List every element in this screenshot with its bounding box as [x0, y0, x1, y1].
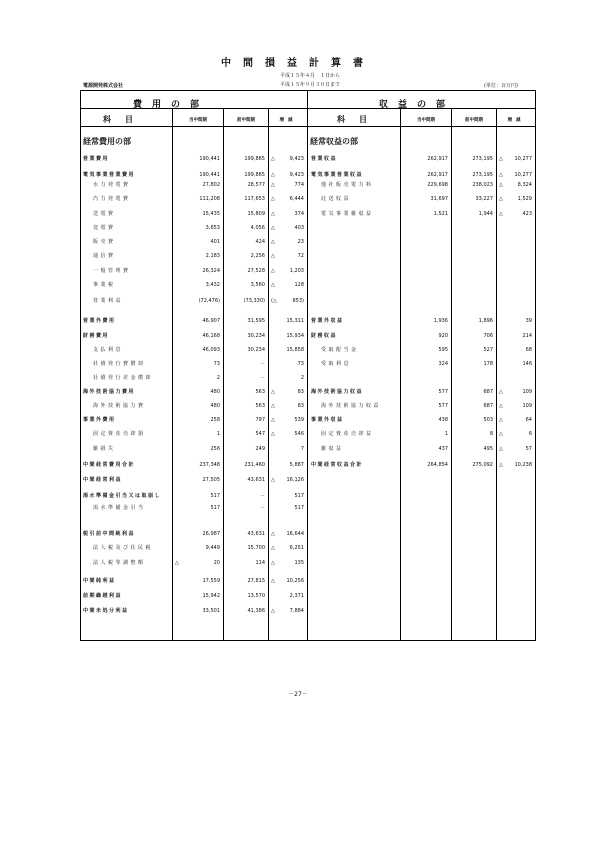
revenue-row-change: 109: [522, 403, 532, 409]
expense-row: [81, 387, 307, 397]
revenue-row: [309, 444, 535, 454]
revenue-row-label: 電気事業営業収益: [311, 172, 364, 178]
expense-row-change: 135: [294, 560, 304, 566]
expense-row-previous: 30,234: [247, 333, 265, 339]
col-previous-expense: 前中間期: [237, 118, 255, 123]
expense-row-label: 財務費用: [83, 333, 110, 339]
expense-row: [81, 251, 307, 261]
expense-row-change: 6,251: [289, 545, 304, 551]
expense-row-previous: 31,595: [247, 318, 265, 324]
expense-row-current: 3,653: [205, 225, 220, 231]
expense-row-change: 2,371: [289, 593, 304, 599]
revenue-row-change: 1,529: [517, 196, 532, 202]
expense-row-previous: 199,865: [244, 156, 265, 162]
revenue-row-change: 10,277: [514, 172, 532, 178]
revenue-row-label: 固定資産売却益: [321, 431, 374, 437]
revenue-row: [309, 194, 535, 204]
expense-row-label: 中間純利益: [83, 578, 116, 584]
revenue-row: [309, 154, 535, 164]
expense-row-current: 27,505: [202, 477, 220, 483]
col-current-expense: 当中間期: [189, 118, 207, 123]
col-current-revenue: 当中間期: [417, 118, 435, 123]
expense-row-change-sign: △: [271, 172, 275, 178]
expense-row-previous: 13,570: [247, 593, 265, 599]
revenue-row-current: 1: [444, 431, 448, 437]
revenue-section-title: 経常収益の部: [310, 137, 358, 146]
expense-row-change: 23: [297, 239, 304, 245]
period-end: 平成１５年９月３０日まで: [280, 82, 341, 88]
expense-row-change: 6,444: [289, 196, 304, 202]
expense-row: [81, 180, 307, 190]
expense-row-label: 営業利益: [93, 298, 124, 304]
revenue-row-change-sign: △: [499, 172, 503, 178]
revenue-row-label: 財務収益: [311, 333, 338, 339]
expense-row-label: 通信費: [93, 253, 116, 259]
expense-row-previous: －: [259, 361, 265, 367]
revenue-row-previous: 495: [483, 446, 493, 452]
revenue-row-change-sign: △: [499, 417, 503, 423]
expense-row-change-sign: △: [271, 389, 275, 395]
revenue-row: [309, 345, 535, 355]
revenue-row-change: 109: [522, 389, 532, 395]
expense-row-label: 電気事業営業費用: [83, 172, 136, 178]
revenue-row-previous: 706: [483, 333, 493, 339]
expense-row-label: 税引前中間純利益: [83, 531, 136, 537]
expense-row-label: 前期繰越利益: [83, 593, 123, 599]
revenue-row-change: 64: [525, 417, 532, 423]
revenue-row-label: 託送収益: [321, 196, 352, 202]
revenue-row-current: 31,697: [430, 196, 448, 202]
expense-row-current: 73: [213, 361, 220, 367]
expense-row-change: 16,126: [286, 477, 304, 483]
expense-row-change-sign: △: [271, 431, 275, 437]
expense-row: [81, 237, 307, 247]
expense-row-label: 中間経常利益: [83, 477, 123, 483]
center-divider: [307, 91, 308, 641]
revenue-row-change-sign: △: [499, 211, 503, 217]
revenue-row-current: 437: [438, 446, 448, 452]
expense-row-previous: 231,460: [244, 462, 265, 468]
expense-row-previous: 199,865: [244, 172, 265, 178]
expense-row: [81, 373, 307, 383]
revenue-row-previous: 275,092: [472, 462, 493, 468]
expense-row-label: 渇水準備金引当: [93, 505, 146, 511]
expense-row-change: 16,644: [286, 531, 304, 537]
revenue-row-current: 577: [438, 389, 448, 395]
expense-row-change: 9,423: [289, 172, 304, 178]
expense-row: [81, 170, 307, 180]
expense-row-change: 403: [294, 225, 304, 231]
revenue-row-label: 営業収益: [311, 156, 338, 162]
expense-row-current-sign: △: [175, 560, 179, 566]
expense-row-previous: 4,056: [250, 225, 265, 231]
revenue-row-previous: 8: [489, 431, 493, 437]
expense-row-change-sign: △: [271, 282, 275, 288]
expense-row-previous: 15,700: [247, 545, 265, 551]
col-change-expense: 増減: [279, 118, 297, 123]
expense-row-previous: (73,330): [243, 298, 265, 304]
expense-row-previous: 27,528: [247, 268, 265, 274]
expense-row-current: 480: [210, 403, 220, 409]
expense-row-change: 10,256: [286, 578, 304, 584]
revenue-row: [309, 401, 535, 411]
expense-row-current: 190,441: [199, 172, 220, 178]
expense-row-previous: 2,256: [250, 253, 265, 259]
expense-row-current: 111,208: [199, 196, 220, 202]
expense-row-label: 販売費: [93, 239, 116, 245]
expense-row-change: 83: [297, 403, 304, 409]
expense-row: [81, 266, 307, 276]
expense-row-change: 374: [294, 211, 304, 217]
expense-row-change-sign: △: [271, 545, 275, 551]
revenue-row: [309, 415, 535, 425]
revenue-row-previous: 503: [483, 417, 493, 423]
expense-row-change: 1,203: [289, 268, 304, 274]
expense-row-current: 15,435: [202, 211, 220, 217]
revenue-row-change-sign: △: [499, 462, 503, 468]
revenue-row-label: 事業外収益: [311, 417, 344, 423]
expense-row-previous: 3,560: [250, 282, 265, 288]
revenue-row-previous: 273,195: [472, 156, 493, 162]
expense-row-previous: 563: [255, 403, 265, 409]
revenue-row-label: 中間経常収益合計: [311, 462, 364, 468]
expense-row-change: 83: [297, 389, 304, 395]
revenue-row-change: 6: [528, 431, 532, 437]
expense-row-label: 変電費: [93, 225, 116, 231]
expense-row-change-sign: △: [271, 196, 275, 202]
revenue-row-label: 受取利息: [321, 361, 352, 367]
expense-row: [81, 529, 307, 539]
expense-row-change: 128: [294, 282, 304, 288]
expense-row-current: 27,802: [202, 182, 220, 188]
expense-row-change: 15,858: [286, 347, 304, 353]
expense-row-current: 2: [216, 375, 220, 381]
expense-row: [81, 415, 307, 425]
revenue-row-label: 雑収益: [321, 446, 344, 452]
expense-row-current: 237,348: [199, 462, 220, 468]
expense-row-change-sign: (△: [271, 298, 277, 304]
expense-row: [81, 359, 307, 369]
revenue-row-current: 262,917: [427, 156, 448, 162]
expense-row-label: 社債発行差金償却: [93, 375, 154, 381]
expense-row-current: 2,183: [205, 253, 220, 259]
expense-row-change: 517: [294, 505, 304, 511]
expense-row-current: 26,324: [202, 268, 220, 274]
expense-row: [81, 591, 307, 601]
expense-row-previous: 30,234: [247, 347, 265, 353]
expense-row-label: 汽力発電費: [93, 196, 131, 202]
expense-row-label: 雑損失: [93, 446, 116, 452]
expense-row-change-sign: △: [271, 531, 275, 537]
expense-row-change: 853): [292, 298, 304, 304]
expense-row-previous: 15,809: [247, 211, 265, 217]
expense-row-label: 事業税: [93, 282, 116, 288]
expense-row-current: 3,432: [205, 282, 220, 288]
revenue-row-change-sign: △: [499, 182, 503, 188]
expense-row-current: 190,441: [199, 156, 220, 162]
period-start: 平成１５年４月 １日から: [280, 73, 341, 79]
revenue-row: [309, 180, 535, 190]
expense-row: [81, 345, 307, 355]
col-change-revenue: 増減: [507, 118, 525, 123]
revenue-row-current: 595: [438, 347, 448, 353]
expense-row-change: 5,887: [289, 462, 304, 468]
revenue-row: [309, 429, 535, 439]
expense-row-previous: 547: [255, 431, 265, 437]
page-number: －27－: [288, 691, 308, 698]
expense-row-label: 事業外費用: [83, 417, 116, 423]
expense-row-label: 法人税及び住民税: [93, 545, 154, 551]
revenue-row-previous: 1,944: [478, 211, 493, 217]
expense-row-change: 73: [297, 361, 304, 367]
revenue-row-previous: 33,227: [475, 196, 493, 202]
expense-row: [81, 576, 307, 586]
expense-row-previous: 249: [255, 446, 265, 452]
expense-row-change-sign: △: [271, 225, 275, 231]
revenue-row-current: 1,521: [433, 211, 448, 217]
expense-row-label: 水力発電費: [93, 182, 131, 188]
revenue-row-previous: 687: [483, 403, 493, 409]
revenue-row-label: 海外技術協力収益: [311, 389, 364, 395]
revenue-row-current: 920: [438, 333, 448, 339]
expense-row: [81, 223, 307, 233]
revenue-row-current: 262,917: [427, 172, 448, 178]
expense-row-current: 17,559: [202, 578, 220, 584]
expense-row-previous: 43,631: [247, 477, 265, 483]
expense-row-previous: 27,815: [247, 578, 265, 584]
revenue-row-change-sign: △: [499, 403, 503, 409]
expense-row-label: 社債発行費償却: [93, 361, 146, 367]
document-title: 中間損益計算書: [221, 58, 375, 69]
expense-row-label: 送電費: [93, 211, 116, 217]
expense-row-previous: －: [259, 493, 265, 499]
expense-row: [81, 296, 307, 306]
expense-row: [81, 444, 307, 454]
expense-row: [81, 194, 307, 204]
expense-row-previous: 563: [255, 389, 265, 395]
revenue-row-label: 他社販売電力料: [321, 182, 374, 188]
revenue-row: [309, 359, 535, 369]
revenue-header: 収益の部: [379, 100, 456, 110]
expense-row: [81, 606, 307, 616]
revenue-row-change: 57: [525, 446, 532, 452]
expense-row-current: 46,907: [202, 318, 220, 324]
expense-row-label: 一般管理費: [93, 268, 131, 274]
expense-row-change-sign: △: [271, 417, 275, 423]
col-item-revenue: 科目: [337, 115, 381, 124]
expense-row-change-sign: △: [271, 156, 275, 162]
expense-row-label: 渇水準備金引当又は取崩し: [83, 493, 162, 499]
income-statement-table: [80, 90, 536, 641]
expense-row-change-sign: △: [271, 578, 275, 584]
col-item-expense: 科目: [103, 115, 147, 124]
revenue-row-label: 電気事業雑収益: [321, 211, 374, 217]
header-divider: [81, 126, 535, 127]
company-name: 電源開発株式会社: [83, 83, 124, 89]
expense-row-change-sign: △: [271, 211, 275, 217]
expense-row-label: 営業外費用: [83, 318, 116, 324]
expense-row-previous: －: [259, 505, 265, 511]
expense-row-change-sign: △: [271, 268, 275, 274]
revenue-row-change: 423: [522, 211, 532, 217]
expense-row-current: 517: [210, 505, 220, 511]
revenue-row-current: 1,936: [433, 318, 448, 324]
expense-row-current: 26,987: [202, 531, 220, 537]
expense-row-current: 46,168: [202, 333, 220, 339]
expense-row: [81, 558, 307, 568]
unit-label: (単位：百万円): [484, 83, 518, 89]
expense-row-label: 海外技術協力費用: [83, 389, 136, 395]
revenue-row-current: 324: [438, 361, 448, 367]
expense-row-current: 401: [210, 239, 220, 245]
revenue-row-change-sign: △: [499, 446, 503, 452]
revenue-row: [309, 460, 535, 470]
expense-row-change: 546: [294, 431, 304, 437]
revenue-row-previous: 178: [483, 361, 493, 367]
col-previous-revenue: 前中間期: [465, 118, 483, 123]
revenue-row: [309, 209, 535, 219]
revenue-row: [309, 331, 535, 341]
revenue-row-change-sign: △: [499, 156, 503, 162]
revenue-row-change-sign: △: [499, 389, 503, 395]
expense-row-change-sign: △: [271, 403, 275, 409]
expense-row-previous: －: [259, 375, 265, 381]
expense-row-label: 法人税等調整額: [93, 560, 146, 566]
expense-row-label: 海外技術協力費: [93, 403, 146, 409]
expense-row: [81, 316, 307, 326]
expense-row-current: 15,942: [202, 593, 220, 599]
revenue-row: [309, 387, 535, 397]
expense-row-change: 7,884: [289, 608, 304, 614]
expense-row-previous: 424: [255, 239, 265, 245]
expense-row-current: 33,501: [202, 608, 220, 614]
revenue-row-previous: 1,896: [478, 318, 493, 324]
expense-row-current: 9,449: [205, 545, 220, 551]
expense-row: [81, 401, 307, 411]
expense-row-change: 7: [300, 446, 304, 452]
expense-row: [81, 503, 307, 513]
revenue-row-label: 海外技術協力収益: [321, 403, 382, 409]
revenue-row-change-sign: △: [499, 431, 503, 437]
expense-row-previous: 41,386: [247, 608, 265, 614]
revenue-row-change: 8,324: [517, 182, 532, 188]
revenue-row-current: 438: [438, 417, 448, 423]
expense-row-label: 中間経常費用合計: [83, 462, 136, 468]
revenue-row-current: 577: [438, 403, 448, 409]
expense-row-current: (72,476): [198, 298, 220, 304]
expense-row-current: 46,093: [202, 347, 220, 353]
expense-row: [81, 154, 307, 164]
revenue-row-change: 146: [522, 361, 532, 367]
expense-row-change: 539: [294, 417, 304, 423]
revenue-row-change: 10,238: [514, 462, 532, 468]
expense-row-change-sign: △: [271, 253, 275, 259]
revenue-row-current: 264,854: [427, 462, 448, 468]
revenue-row-label: 受取配当金: [321, 347, 359, 353]
expense-row-change-sign: △: [271, 608, 275, 614]
expense-row-label: 固定資産売却損: [93, 431, 146, 437]
expense-row: [81, 491, 307, 501]
expense-row-current: 1: [216, 431, 220, 437]
expense-row-change-sign: △: [271, 477, 275, 483]
revenue-row-change: 214: [522, 333, 532, 339]
expense-row: [81, 460, 307, 470]
expense-row-change-sign: △: [271, 239, 275, 245]
expense-row-label: 中間未処分利益: [83, 608, 129, 614]
expense-row-previous: 43,631: [247, 531, 265, 537]
revenue-row-label: 営業外収益: [311, 318, 344, 324]
revenue-row: [309, 316, 535, 326]
expense-row-label: 営業費用: [83, 156, 110, 162]
revenue-row: [309, 170, 535, 180]
expense-row-change-sign: △: [271, 182, 275, 188]
expense-section-title: 経常費用の部: [83, 137, 131, 146]
revenue-row-change: 10,277: [514, 156, 532, 162]
revenue-row-change-sign: △: [499, 196, 503, 202]
expense-row: [81, 331, 307, 341]
expense-row-change: 9,423: [289, 156, 304, 162]
expense-row-previous: 114: [255, 560, 265, 566]
expense-row: [81, 209, 307, 219]
revenue-row-previous: 687: [483, 389, 493, 395]
expense-row-label: 支払利息: [93, 347, 124, 353]
expense-row-change: 2: [300, 375, 304, 381]
expense-row-change: 72: [297, 253, 304, 259]
revenue-row-previous: 527: [483, 347, 493, 353]
expense-row-change: 774: [294, 182, 304, 188]
expense-row-change-sign: △: [271, 560, 275, 566]
expense-row-change: 15,934: [286, 333, 304, 339]
expense-header: 費用の部: [133, 100, 210, 110]
revenue-row-current: 229,698: [427, 182, 448, 188]
revenue-row-change: 39: [525, 318, 532, 324]
expense-row-previous: 28,577: [247, 182, 265, 188]
revenue-row-previous: 273,195: [472, 172, 493, 178]
expense-row-current: 20: [213, 560, 220, 566]
expense-row-current: 258: [210, 417, 220, 423]
expense-row-change: 517: [294, 493, 304, 499]
expense-row: [81, 280, 307, 290]
expense-row-previous: 117,653: [244, 196, 265, 202]
expense-row: [81, 429, 307, 439]
expense-row-current: 480: [210, 389, 220, 395]
expense-row: [81, 475, 307, 485]
expense-row-previous: 797: [255, 417, 265, 423]
expense-row-change: 15,311: [286, 318, 304, 324]
revenue-row-previous: 238,023: [472, 182, 493, 188]
revenue-row-change: 68: [525, 347, 532, 353]
expense-row-current: 517: [210, 493, 220, 499]
expense-row-current: 256: [210, 446, 220, 452]
expense-row: [81, 543, 307, 553]
